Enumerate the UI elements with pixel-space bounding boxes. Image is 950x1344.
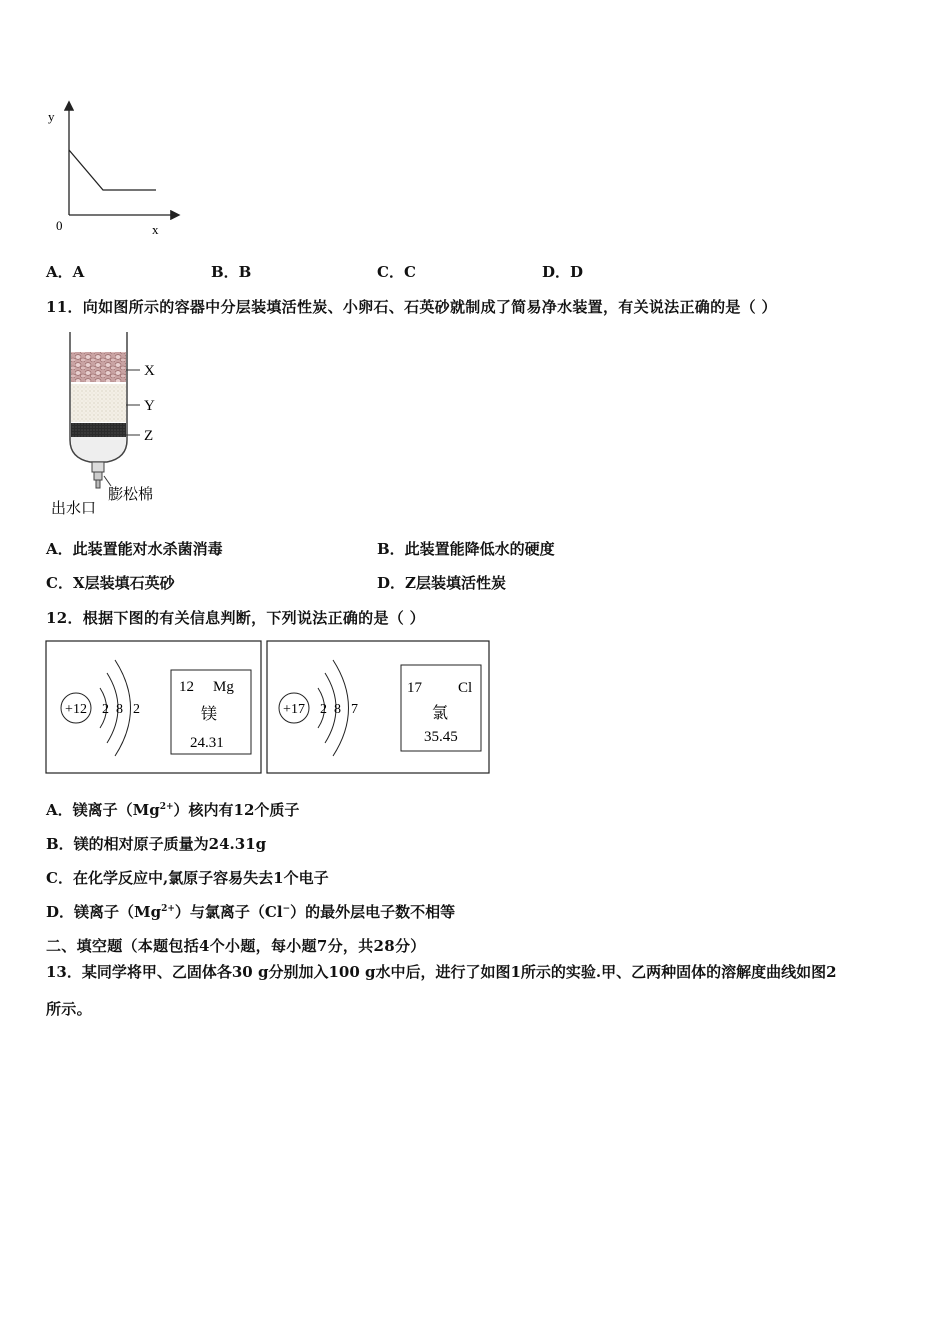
cl-symbol: Cl <box>458 680 473 696</box>
q10-option-b: B．B <box>211 263 252 281</box>
cl-nucleus-charge: +17 <box>283 702 305 717</box>
q12-stem: 12．根据下图的有关信息判断，下列说法正确的是（ ） <box>46 609 425 627</box>
q11-option-d: D．Z层装填活性炭 <box>377 574 506 592</box>
label-y: Y <box>144 398 155 414</box>
layer-y-sand <box>71 384 126 422</box>
q11-option-b: B．此装置能降低水的硬度 <box>377 540 555 558</box>
mg-atomic-number: 12 <box>179 679 194 695</box>
cl-shell-1-count: 2 <box>320 702 327 717</box>
label-x: X <box>144 363 155 379</box>
water-filter-figure <box>45 330 185 520</box>
y-axis-label: y <box>48 109 55 124</box>
q10-option-c: C．C <box>377 263 416 281</box>
label-outlet: 出水口 <box>51 499 97 517</box>
layer-z-carbon <box>71 423 126 437</box>
q12-option-d: D．镁离子$(Mg^{2+})$与氯离子（Cl−）的最外层电子数不相等 <box>46 903 456 921</box>
q11-option-a: A．此装置能对水杀菌消毒 <box>46 540 223 558</box>
q12-option-c: C．在化学反应中,氯原子容易失去1个电子 <box>46 869 329 887</box>
mg-name: 镁 <box>201 706 218 723</box>
q13-stem-line-1: 13．某同学将甲、乙固体各30 g分别加入100 g水中后，进行了如图1所示的实验.甲、乙两种固体的溶解度曲线如图2 <box>46 963 837 981</box>
q11-stem: 11．向如图所示的容器中分层装填活性炭、小卵石、石英砂就制成了简易净水装置，有关说法正确的是（ ） <box>46 298 777 316</box>
cl-atomic-mass: 35.45 <box>424 729 458 745</box>
mg-atomic-mass: 24.31 <box>190 735 224 751</box>
mg-shell-1-count: 2 <box>102 702 109 717</box>
cl-shell-2-count: 8 <box>334 702 341 717</box>
q13-stem-line-2: 所示。 <box>46 1000 92 1018</box>
cl-shell-3-count: 7 <box>351 702 358 717</box>
q12-option-a: A．镁离子$(Mg^{2+})$核内有12个质子 <box>46 801 300 819</box>
label-z: Z <box>144 428 154 444</box>
label-cotton: 膨松棉 <box>108 485 154 503</box>
cl-atom-panel <box>266 640 492 775</box>
q10-line-graph <box>40 95 190 245</box>
cl-atomic-number: 17 <box>407 680 422 696</box>
q10-option-d: D．D <box>542 263 584 281</box>
q12-option-b: B．镁的相对原子质量为24.31g <box>46 835 267 853</box>
mg-shell-2-count: 8 <box>116 702 123 717</box>
q11-option-c: C．X层装填石英砂 <box>46 574 175 592</box>
q10-option-a: A．A <box>46 263 85 281</box>
graph-curve <box>69 150 156 190</box>
section-2-title: 二、填空题（本题包括4个小题，每小题7分，共28分） <box>46 937 426 955</box>
x-axis-label: x <box>152 222 159 237</box>
cl-name: 氯 <box>432 705 449 722</box>
mg-shell-3-count: 2 <box>133 702 140 717</box>
origin-label: 0 <box>56 218 63 233</box>
layer-x-pebbles <box>71 352 126 382</box>
outlet-nozzle <box>92 462 104 472</box>
mg-symbol: Mg <box>213 679 234 695</box>
mg-atom-panel <box>45 640 263 775</box>
mg-nucleus-charge: +12 <box>65 702 87 717</box>
